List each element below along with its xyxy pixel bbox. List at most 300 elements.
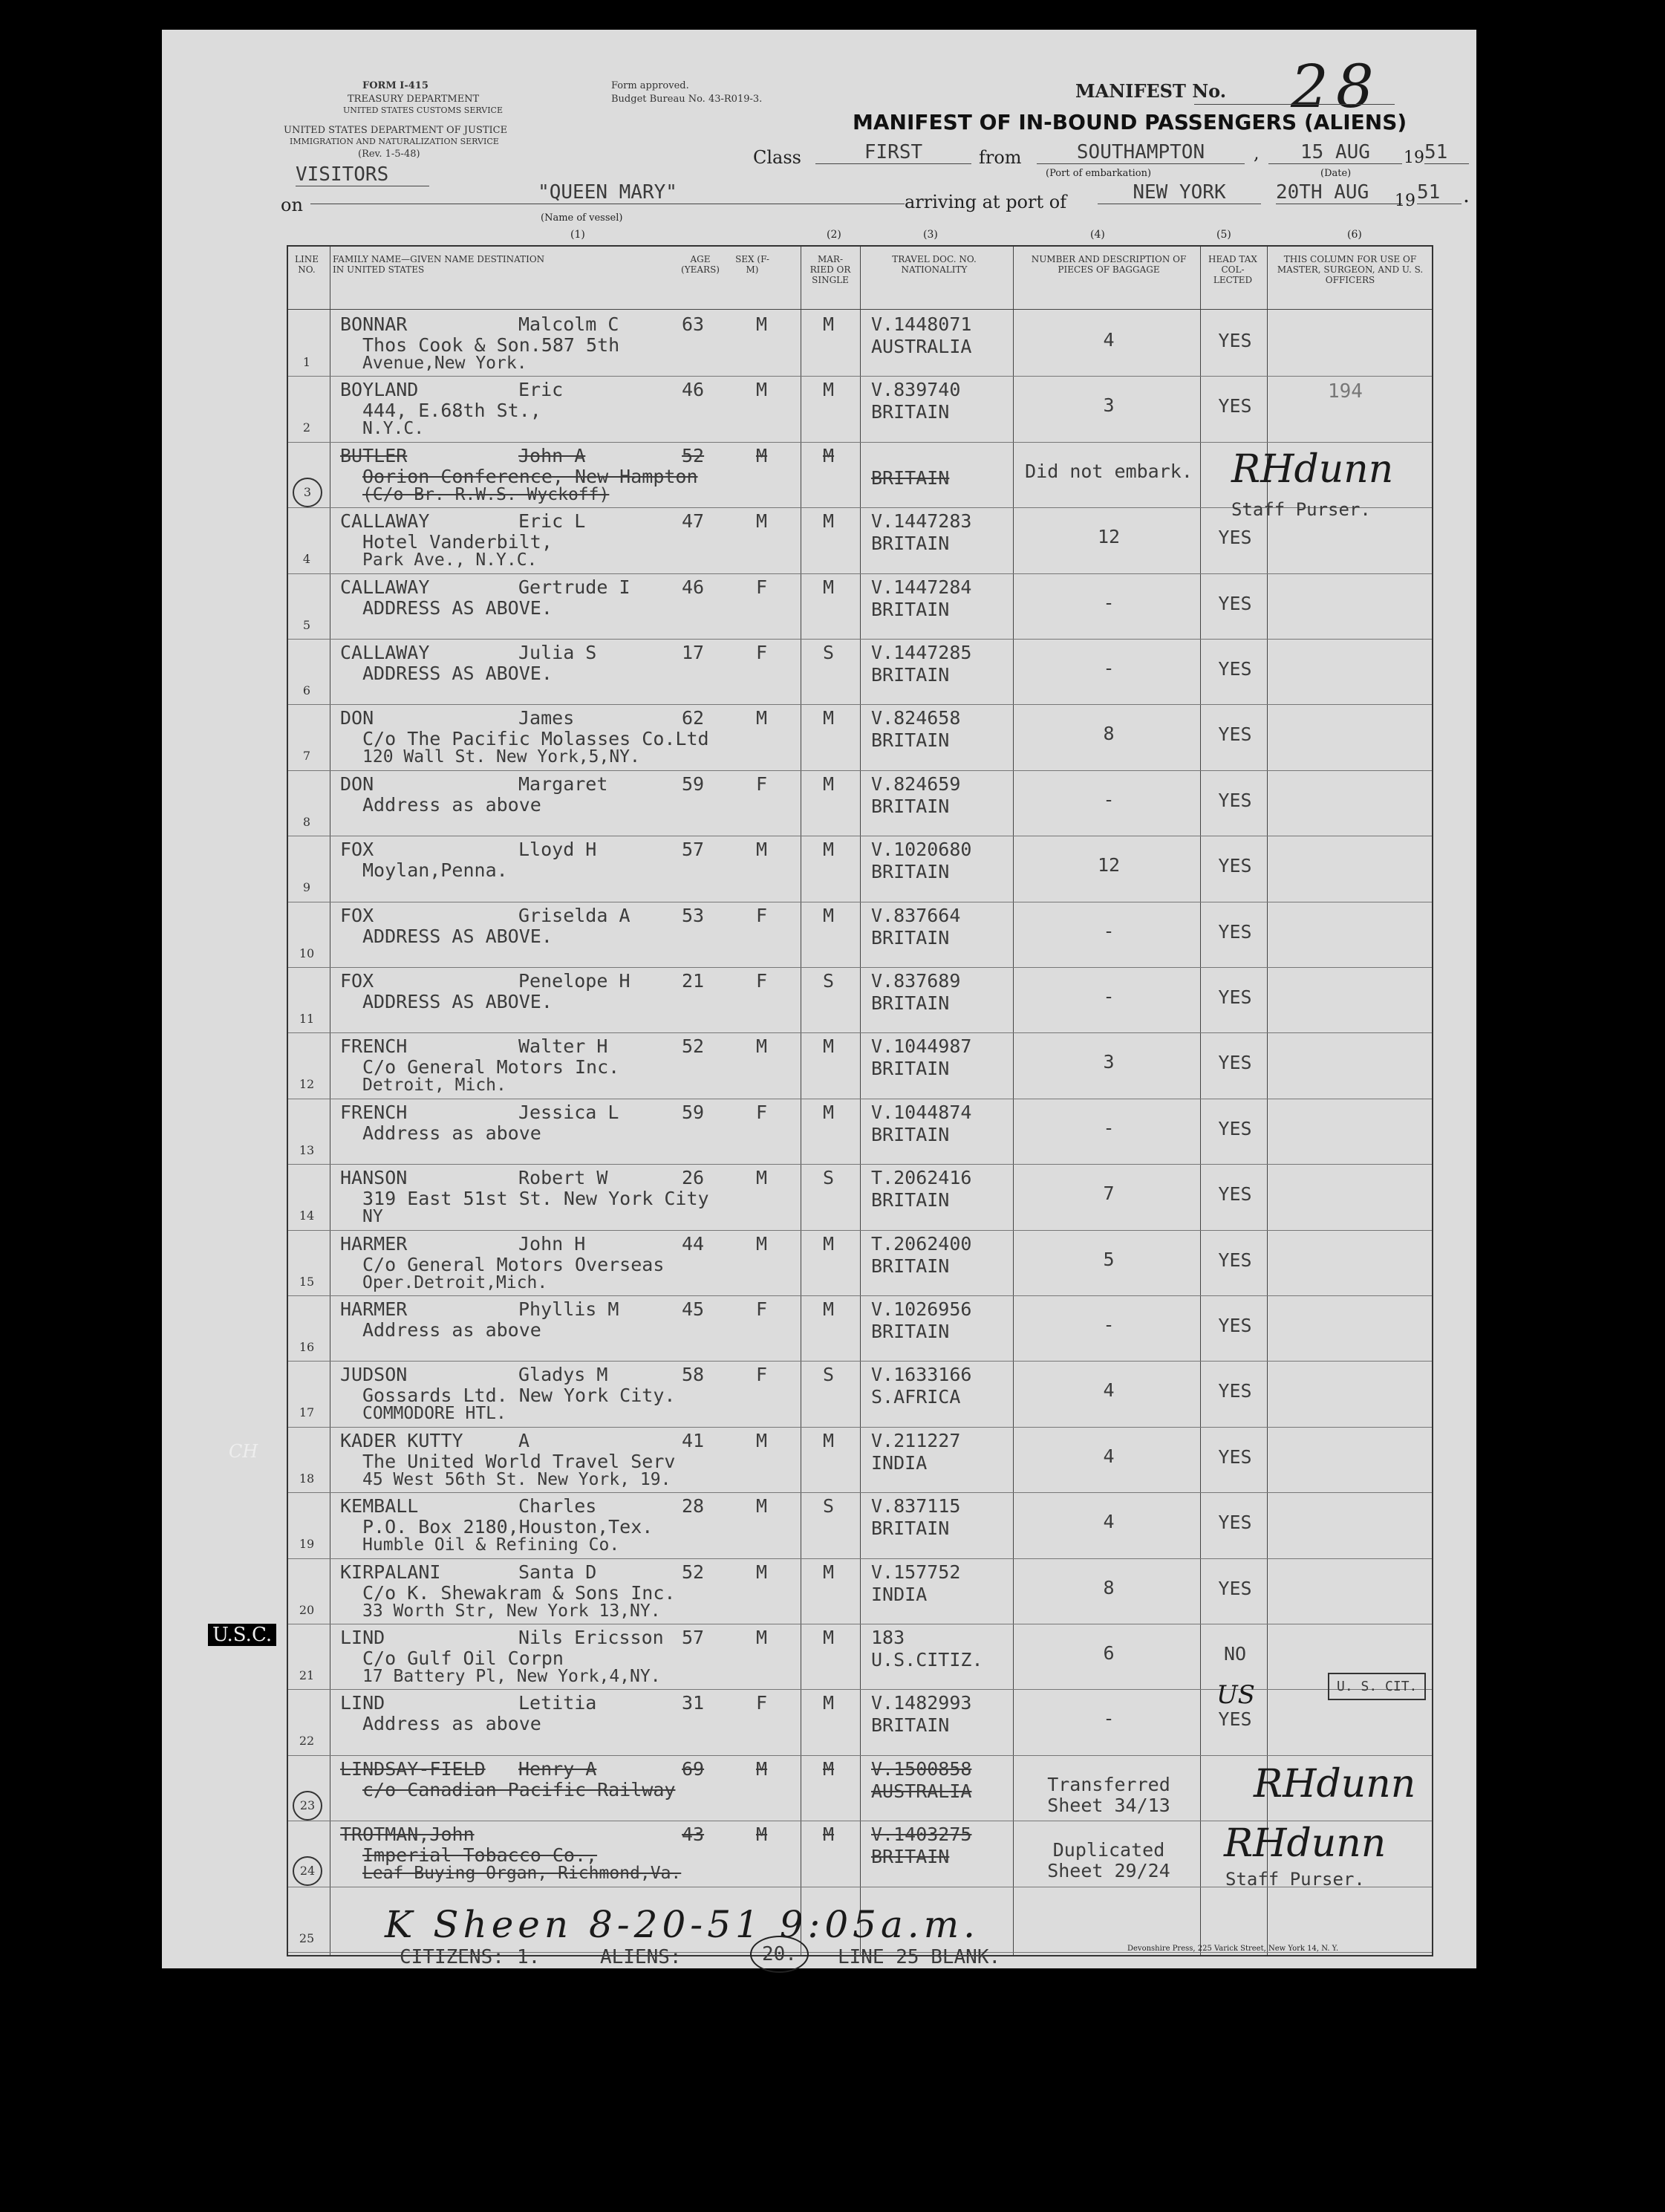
row-line-number: 7 [302,749,311,764]
signature-2: RHdunn [1254,1762,1416,1806]
justice-dept: UNITED STATES DEPARTMENT OF JUSTICE [284,125,508,136]
travel-doc-number: V.1482993 [871,1692,972,1714]
marital-status: M [823,1429,835,1451]
passenger-address: c/o Canadian Pacific Railway [362,1778,676,1800]
passenger-sex: F [756,1692,768,1714]
passenger-surname: TROTMAN,John [340,1824,475,1846]
arrival-year-prefix: 19 [1395,192,1415,210]
passenger-sex: M [756,1561,768,1583]
citizens-value: 1. [517,1946,541,1968]
baggage: Duplicated Sheet 29/24 [1047,1839,1170,1882]
nationality: BRITAIN [871,1518,950,1540]
table-row [288,967,1432,1033]
baggage: Did not embark. [1025,460,1193,482]
row-line-number: 21 [299,1668,315,1682]
passenger-age: 46 [682,379,705,401]
treasury-dept: TREASURY DEPARTMENT [348,94,480,105]
passenger-sex: F [756,1101,768,1123]
staff-purser-2: Staff Purser. [1225,1869,1365,1890]
passenger-given-name: Gertrude I [518,576,631,598]
passenger-address: Imperial Tobacco Co., [362,1844,598,1867]
aliens-value: 20. [750,1936,809,1973]
citizens-label: CITIZENS: [400,1946,504,1968]
passenger-address: C/o K. Shewakram & Sons Inc. [362,1581,676,1604]
row-line-number: 6 [302,683,311,697]
passenger-given-name: Julia S [518,642,597,663]
col-sex: SEX (F-M) [735,254,769,275]
passenger-age: 52 [682,1035,705,1058]
passenger-age: 58 [682,1364,705,1386]
nationality: BRITAIN [871,729,950,752]
travel-doc-number: V.1447283 [871,510,972,533]
passenger-given-name: Henry A [518,1757,597,1780]
passenger-given-name: Nils Ericsson [518,1627,664,1648]
table-row [288,770,1432,836]
head-tax: YES [1218,1708,1252,1731]
passenger-sex: M [756,1495,768,1518]
manifest-no-line [1194,104,1395,105]
row-line-number: 9 [302,880,311,895]
travel-doc-number: V.1500858 [871,1757,972,1780]
passenger-surname: HARMER [340,1298,408,1320]
passenger-given-name: Gladys M [518,1364,608,1386]
passenger-age: 31 [682,1692,705,1714]
passenger-sex: M [756,444,768,466]
head-tax: YES [1218,395,1252,417]
row-line-number: 4 [302,552,311,567]
baggage: 3 [1103,1051,1115,1073]
passenger-age: 41 [682,1429,705,1451]
passenger-surname: HANSON [340,1167,408,1189]
baggage: 3 [1103,394,1115,417]
col-head-tax: HEAD TAX COL-LECTED [1208,254,1257,285]
travel-doc-number: V.1044874 [871,1101,972,1123]
from-value: SOUTHAMPTON [1037,141,1245,164]
passenger-address-2: COMMODORE HTL. [362,1404,506,1424]
col-num-2: (2) [827,229,841,241]
passenger-given-name: James [518,707,575,729]
marital-status: M [823,510,835,533]
passenger-address-2: 17 Battery Pl, New York,4,NY. [362,1667,661,1686]
passenger-address-2: 33 Worth Str, New York 13,NY. [362,1601,661,1621]
marital-status: M [823,1824,835,1846]
col-travel-doc: TRAVEL DOC. NO. NATIONALITY [892,254,977,275]
marital-status: M [823,1627,835,1648]
row-line-number: 24 [293,1856,322,1886]
passenger-surname: JUDSON [340,1364,408,1386]
marital-status: M [823,1101,835,1123]
head-tax: NO [1223,1643,1247,1665]
col-age: AGE (YEARS) [681,254,720,275]
nationality: BRITAIN [871,1123,950,1145]
nationality: BRITAIN [871,1189,950,1211]
passenger-age: 26 [682,1167,705,1189]
row-line-number: 19 [299,1537,315,1552]
nationality: BRITAIN [871,533,950,555]
row-line-number: 15 [299,1274,315,1289]
table-row [288,1032,1432,1099]
passenger-sex: M [756,1824,768,1846]
revision: (Rev. 1-5-48) [358,149,420,160]
passenger-age: 45 [682,1298,705,1320]
col-num-5: (5) [1216,229,1231,241]
table-row [288,1689,1432,1755]
passenger-age: 28 [682,1495,705,1518]
passenger-sex: F [756,1298,768,1320]
marital-status: M [823,1035,835,1058]
passenger-surname: CALLAWAY [340,510,430,533]
passenger-address: Hotel Vanderbilt, [362,531,553,553]
passenger-address-2: NY [362,1207,383,1227]
passenger-given-name: John A [518,444,586,466]
travel-doc-number: V.837115 [871,1495,961,1518]
head-tax: YES [1218,330,1252,351]
table-row [288,1295,1432,1362]
baggage: 4 [1103,329,1115,351]
passenger-address-2: Oper.Detroit,Mich. [362,1272,548,1292]
travel-doc-number: T.2062416 [871,1167,972,1189]
col-name: FAMILY NAME—GIVEN NAME DESTINATION IN UNITED STATES [333,254,545,275]
passenger-surname: DON [340,772,374,795]
vessel-caption: (Name of vessel) [541,212,623,224]
baggage: 4 [1103,1379,1115,1402]
blank-note: LINE 25 BLANK. [838,1946,1001,1968]
passenger-address: Oorion Conference, New Hampton [362,465,698,487]
nationality: BRITAIN [871,1058,950,1080]
marital-status: S [823,1364,835,1386]
head-tax: YES [1218,723,1252,746]
passenger-surname: HARMER [340,1232,408,1255]
passenger-address: 444, E.68th St., [362,400,541,422]
passenger-address-2: Humble Oil & Refining Co. [362,1535,620,1555]
row-line-number: 14 [299,1209,315,1223]
table-row [288,1230,1432,1296]
col-line-no: LINE NO. [295,254,319,275]
marital-status: M [823,576,835,598]
table-row [288,1427,1432,1493]
travel-doc-number: V.1447285 [871,642,972,663]
officer-number: 194 [1328,380,1363,403]
manifest-title: MANIFEST OF IN-BOUND PASSENGERS (ALIENS) [853,110,1407,134]
passenger-sex: M [756,707,768,729]
budget-bureau: Budget Bureau No. 43-R019-3. [611,94,763,105]
travel-doc-number: 183 [871,1627,905,1648]
baggage: 7 [1103,1183,1115,1205]
passenger-address: ADDRESS AS ABOVE. [362,991,553,1012]
passenger-sex: M [756,1429,768,1451]
travel-doc-number: V.824659 [871,772,961,795]
passenger-address: ADDRESS AS ABOVE. [362,596,553,619]
passenger-given-name: Jessica L [518,1101,619,1123]
head-tax: YES [1218,1249,1252,1271]
passenger-sex: F [756,970,768,992]
marital-status: M [823,1298,835,1320]
baggage: 8 [1103,1576,1115,1598]
nationality: INDIA [871,1451,928,1474]
departure-date: 15 AUG [1268,141,1402,164]
head-tax: YES [1218,1052,1252,1074]
passenger-age: 52 [682,1561,705,1583]
aliens-label: ALIENS: [600,1946,682,1968]
arrival-port: NEW YORK [1098,181,1261,204]
nationality: AUSTRALIA [871,1780,972,1802]
passenger-surname: BONNAR [340,313,408,335]
passenger-given-name: Eric [518,379,564,401]
marital-status: M [823,904,835,926]
passenger-address-2: Park Ave., N.Y.C. [362,550,538,570]
signature-3: RHdunn [1224,1821,1387,1866]
row-line-number: 11 [299,1012,315,1026]
passenger-age: 44 [682,1232,705,1255]
baggage: - [1103,1116,1115,1139]
passenger-sex: M [756,1627,768,1648]
on-label: on [281,195,303,215]
travel-doc-number: V.837664 [871,904,961,926]
nationality: BRITAIN [871,861,950,883]
passenger-age: 57 [682,839,705,861]
us-cit-stamp: U. S. CIT. [1328,1673,1426,1700]
year-prefix: 19 [1404,149,1424,167]
row-line-number: 3 [293,478,322,507]
passenger-given-name: Penelope H [518,970,631,992]
passenger-given-name: Malcolm C [518,313,619,335]
head-tax: YES [1218,658,1252,680]
row-line-number: 12 [299,1077,315,1092]
marital-status: M [823,1692,835,1714]
passenger-surname: LIND [340,1692,385,1714]
passenger-address-2: (C/o Br. R.W.S. Wyckoff) [362,484,610,504]
passenger-sex: F [756,1364,768,1386]
travel-doc-number: V.1448071 [871,313,972,335]
manifest-no-value: 28 [1291,52,1381,121]
departure-year: 51 [1424,141,1469,164]
marital-status: M [823,379,835,401]
form-approved: Form approved. [611,80,689,91]
vessel-name: "QUEEN MARY" [310,181,905,204]
arrival-year: 51 [1417,181,1462,204]
passenger-address: C/o Gulf Oil Corpn [362,1647,564,1669]
passenger-surname: KADER KUTTY [340,1429,463,1451]
table-row [288,1492,1432,1558]
passenger-given-name: John H [518,1232,586,1255]
class-label: Class [753,147,801,168]
passenger-sex: M [756,1232,768,1255]
row-line-number: 17 [299,1405,315,1420]
table-row [288,310,1432,377]
nationality: BRITAIN [871,664,950,686]
passenger-given-name: A [518,1429,530,1451]
passenger-sex: F [756,576,768,598]
marital-status: M [823,707,835,729]
col-num-1: (1) [570,229,585,241]
head-tax: YES [1218,592,1252,614]
head-tax: YES [1218,1512,1252,1534]
col-num-4: (4) [1090,229,1105,241]
passenger-age: 59 [682,772,705,795]
col-officers: THIS COLUMN FOR USE OF MASTER, SURGEON, AND U. S. OFFICERS [1277,254,1424,285]
passenger-address: Moylan,Penna. [362,859,508,882]
row-line-number: 2 [302,420,311,435]
passenger-surname: KEMBALL [340,1495,419,1518]
row-line-number: 5 [302,617,311,632]
passenger-age: 46 [682,576,705,598]
marital-status: M [823,1232,835,1255]
nationality: BRITAIN [871,992,950,1014]
baggage: - [1103,657,1115,679]
passenger-given-name: Letitia [518,1692,597,1714]
table-row [288,1558,1432,1624]
arrival-date: 20TH AUG [1276,181,1402,204]
marital-status: S [823,1495,835,1518]
travel-doc-number: V.211227 [871,1429,961,1451]
passenger-address: ADDRESS AS ABOVE. [362,663,553,684]
passenger-address-2: 120 Wall St. New York,5,NY. [362,747,640,767]
usc-margin-note: U.S.C. [208,1624,276,1646]
travel-doc-number: V.1044987 [871,1035,972,1058]
row-line-number: 18 [299,1471,315,1486]
marital-status: M [823,313,835,335]
baggage: 6 [1103,1642,1115,1664]
ins: IMMIGRATION AND NATURALIZATION SERVICE [290,137,499,146]
marital-status: M [823,1757,835,1780]
nationality: BRITAIN [871,1255,950,1277]
passenger-given-name: Robert W [518,1167,608,1189]
head-tax: YES [1218,1117,1252,1139]
passenger-address: C/o The Pacific Molasses Co.Ltd [362,728,709,750]
passenger-given-name: Eric L [518,510,586,533]
passenger-sex: M [756,839,768,861]
col-married: MAR-RIED OR SINGLE [809,254,851,285]
passenger-table [287,245,1433,1956]
passenger-given-name: Phyllis M [518,1298,619,1320]
form-number: FORM I-415 [362,80,429,91]
passenger-surname: LINDSAY-FIELD [340,1757,486,1780]
nationality: BRITAIN [871,926,950,949]
us-mark: US [1216,1680,1255,1710]
passenger-address: Address as above [362,1713,541,1735]
baggage: Transferred Sheet 34/13 [1047,1773,1170,1816]
passenger-sex: F [756,642,768,663]
passenger-address: The United World Travel Serv [362,1450,676,1472]
col-num-3: (3) [923,229,938,241]
comma-sep: , [1254,143,1260,163]
passenger-age: 57 [682,1627,705,1648]
baggage: - [1103,591,1115,614]
travel-doc-number: V.837689 [871,970,961,992]
date-caption: (Date) [1320,168,1352,179]
baggage: 12 [1097,526,1121,548]
class-value: FIRST [815,141,971,164]
table-row [288,1099,1432,1165]
nationality: BRITAIN [871,795,950,817]
passenger-sex: M [756,379,768,401]
head-tax: YES [1218,1315,1252,1336]
passenger-given-name: Lloyd H [518,839,597,861]
passenger-address: C/o General Motors Overseas [362,1253,665,1275]
passenger-surname: FOX [340,970,374,992]
marital-status: S [823,642,835,663]
travel-doc-number: V.1403275 [871,1824,972,1846]
table-row [288,1624,1432,1690]
passenger-sex: F [756,772,768,795]
head-tax: YES [1218,527,1252,549]
passenger-surname: CALLAWAY [340,642,430,663]
passenger-surname: CALLAWAY [340,576,430,598]
nationality: BRITAIN [871,401,950,423]
signature-1: RHdunn [1231,447,1394,492]
travel-doc-number: V.839740 [871,379,961,401]
from-label: from [979,147,1022,168]
passenger-age: 53 [682,904,705,926]
table-row [288,902,1432,968]
head-tax: YES [1218,1577,1252,1599]
passenger-address: Address as above [362,793,541,816]
table-row [288,639,1432,705]
passenger-address: Address as above [362,1319,541,1341]
baggage: 4 [1103,1511,1115,1533]
nationality: S.AFRICA [871,1386,961,1408]
head-tax: YES [1218,920,1252,943]
manifest-no-label: MANIFEST No. [1075,80,1227,102]
passenger-address-2: Leaf Buying Organ, Richmond,Va. [362,1864,682,1884]
table-row [288,704,1432,770]
table-row [288,376,1432,442]
table-row [288,1164,1432,1230]
head-tax: YES [1218,1445,1252,1468]
passenger-given-name: Charles [518,1495,597,1518]
passenger-address-2: N.Y.C. [362,419,425,439]
row-line-number: 13 [299,1142,315,1157]
passenger-given-name: Walter H [518,1035,608,1058]
row-line-number: 25 [299,1930,315,1945]
passenger-surname: DON [340,707,374,729]
table-row [288,836,1432,902]
travel-doc-number: V.824658 [871,707,961,729]
passenger-address: Thos Cook & Son.587 5th [362,334,620,356]
passenger-address: ADDRESS AS ABOVE. [362,925,553,947]
passenger-surname: LIND [340,1627,385,1648]
passenger-surname: FRENCH [340,1101,408,1123]
passenger-given-name: Margaret [518,772,608,795]
passenger-surname: FOX [340,904,374,926]
marital-status: M [823,1561,835,1583]
passenger-address: P.O. Box 2180,Houston,Tex. [362,1516,654,1538]
passenger-given-name: Santa D [518,1561,597,1583]
baggage: - [1103,788,1115,810]
passenger-sex: M [756,313,768,335]
customs-service: UNITED STATES CUSTOMS SERVICE [343,105,503,115]
marital-status: S [823,970,835,992]
travel-doc-number: V.1020680 [871,839,972,861]
travel-doc-number: T.2062400 [871,1232,972,1255]
nationality: INDIA [871,1583,928,1605]
baggage: 12 [1097,854,1121,876]
nationality: BRITAIN [871,598,950,620]
row-line-number: 22 [299,1734,315,1749]
passenger-surname: KIRPALANI [340,1561,441,1583]
passenger-surname: FOX [340,839,374,861]
passenger-age: 43 [682,1824,705,1846]
nationality: BRITAIN [871,1321,950,1342]
passenger-sex: M [756,1167,768,1189]
passenger-age: 59 [682,1101,705,1123]
passenger-age: 47 [682,510,705,533]
baggage: - [1103,920,1115,942]
baggage: - [1103,1314,1115,1336]
passenger-age: 69 [682,1757,705,1780]
passenger-address-2: Detroit, Mich. [362,1076,506,1096]
passenger-age: 52 [682,444,705,466]
